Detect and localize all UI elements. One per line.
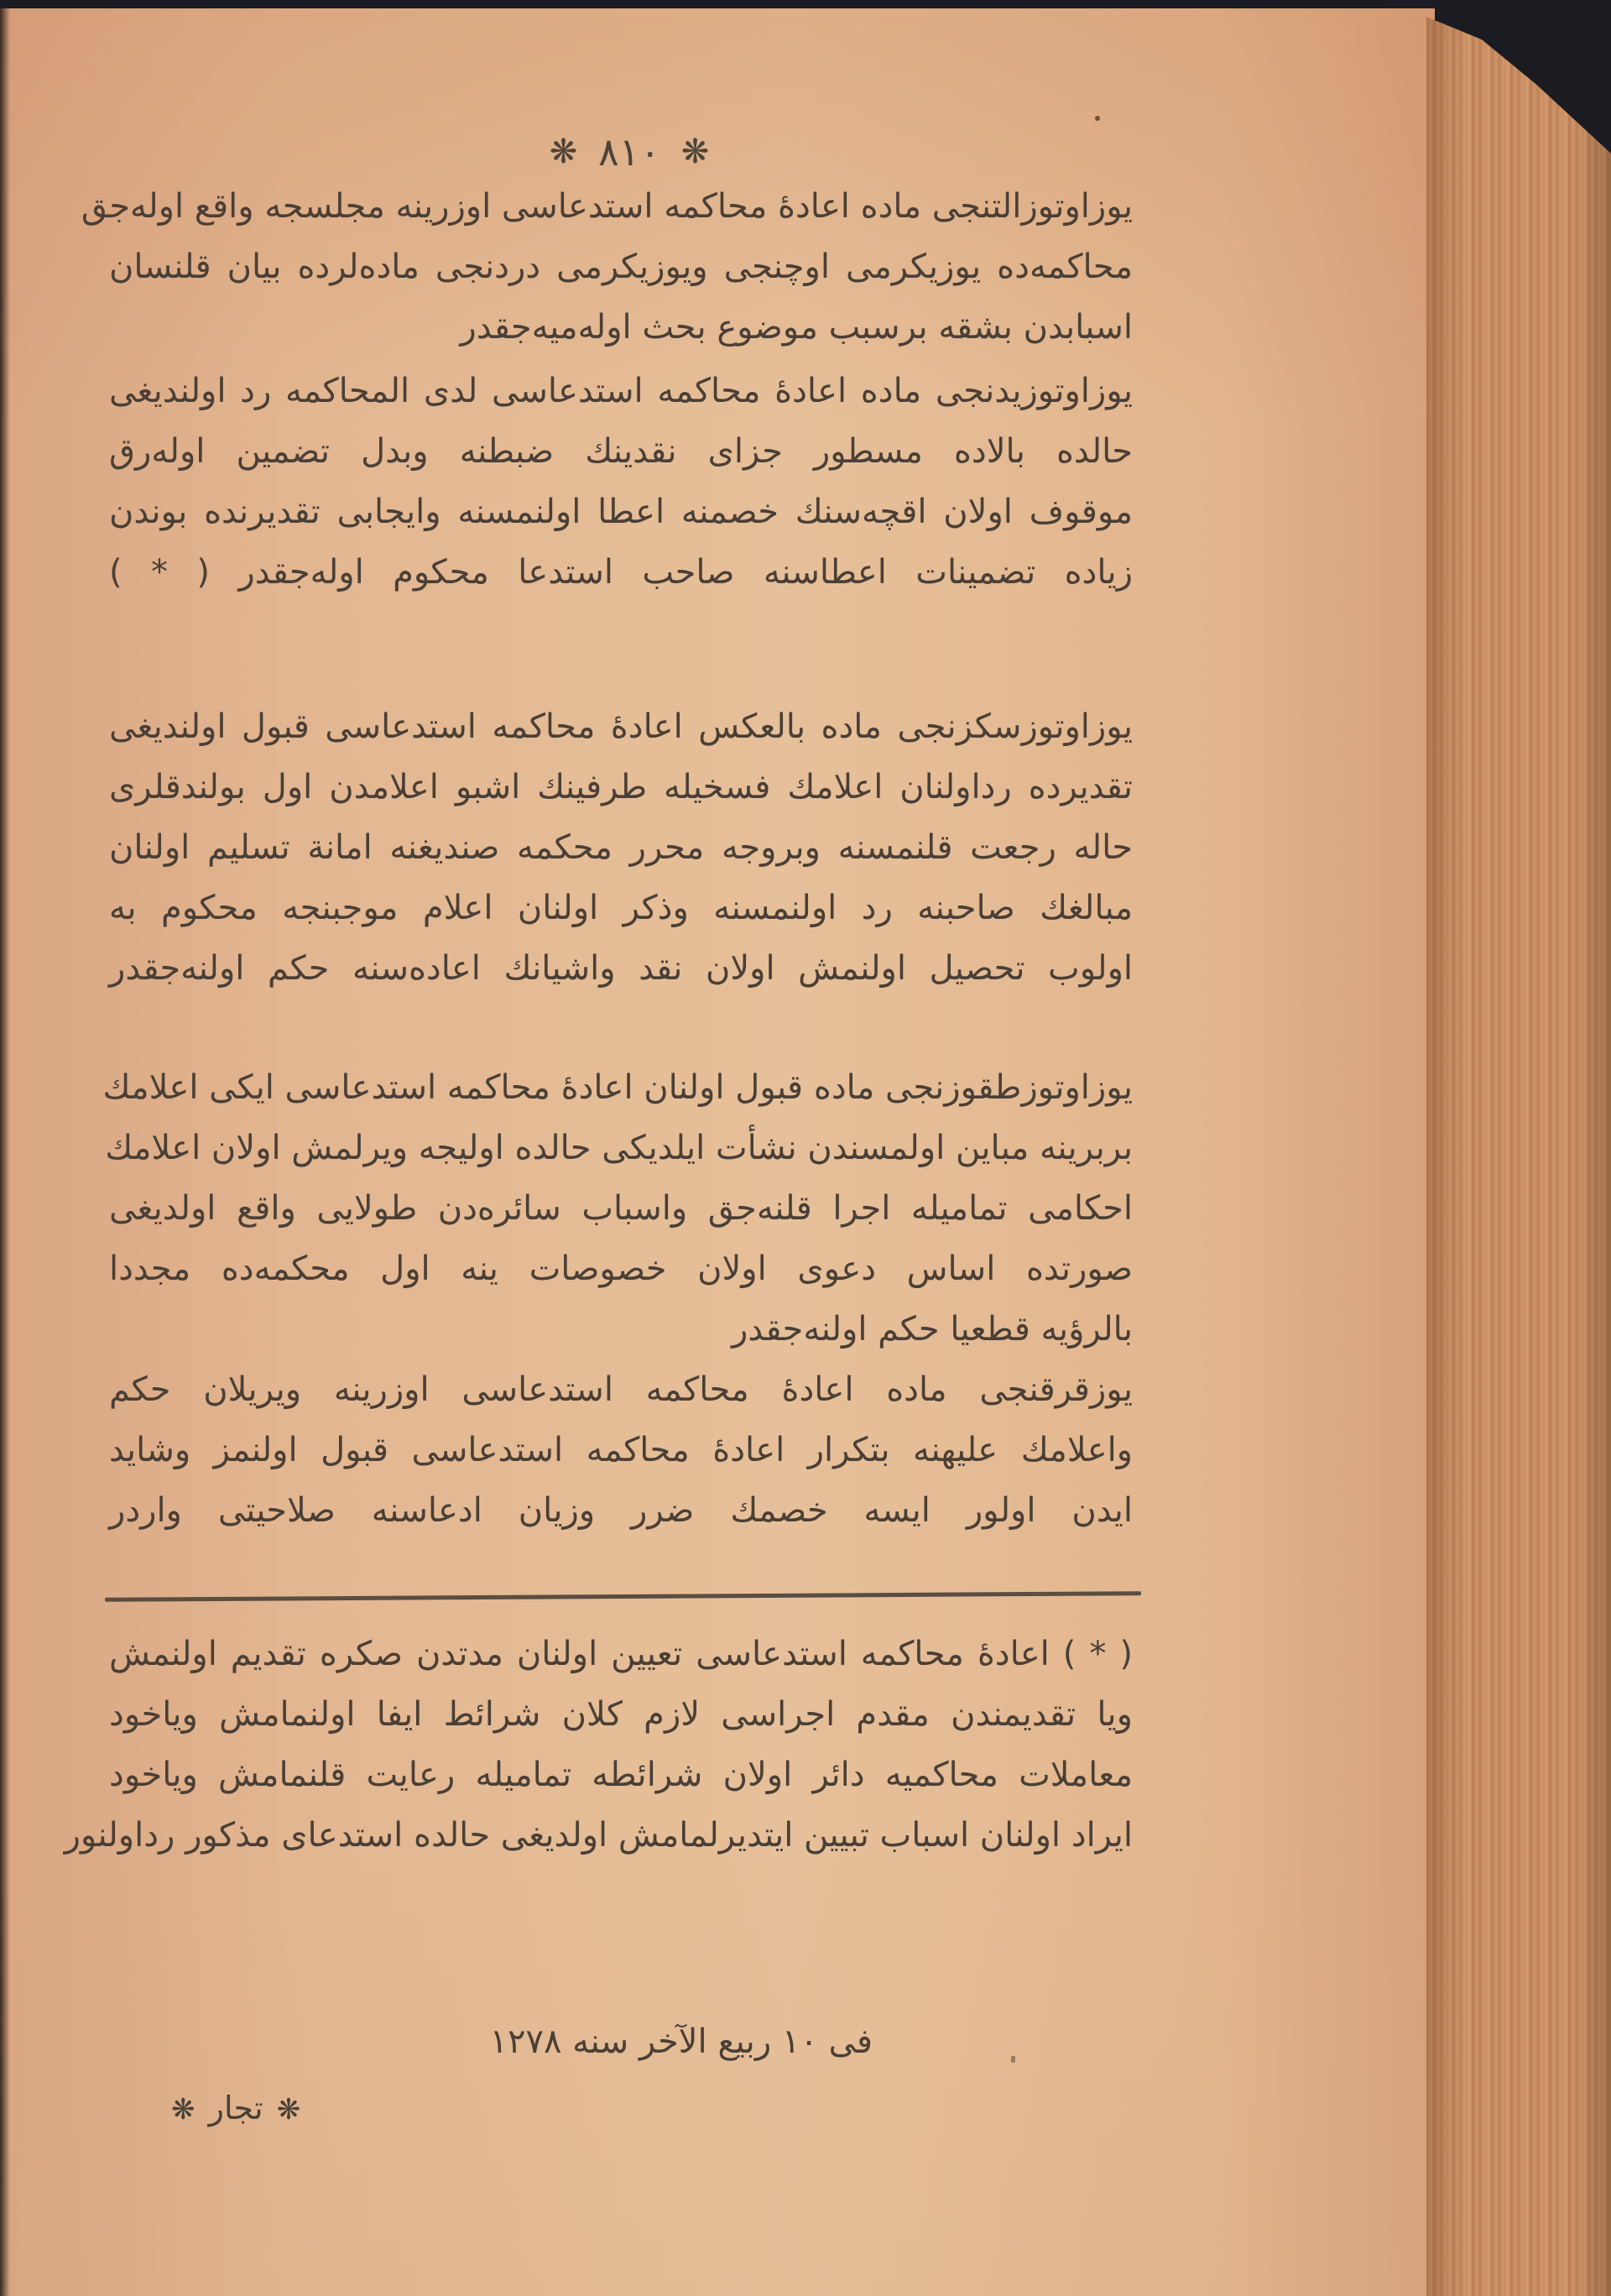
text-line: تقديرده رداولنان اعلامك فسخيله طرفينك اشبو اعلامدن اول بولندقلرى <box>109 768 1133 806</box>
text-line: موقوف اولان اقچه‌سنك خصمنه اعطا اولنمسنه وايجابى تقديرنده بوندن <box>109 493 1133 531</box>
page-block-edges <box>1426 17 1611 2296</box>
ornament-icon: ❋ <box>171 2093 196 2126</box>
text-line: بربرينه مباين اولمسندن نشأت ايلديكى حالده اوليجه ويرلمش اولان اعلامك <box>105 1129 1133 1167</box>
page-number: ٨١٠ <box>597 129 661 175</box>
catchword-text: تجار <box>208 2090 263 2126</box>
page-header <box>503 126 755 175</box>
text-line: صورتده اساس دعوى اولان خصوصات ينه اول محكمه‌ده مجددا <box>109 1250 1133 1288</box>
article-137 <box>109 361 1133 603</box>
text-line: يوزاوتوزطقوزنجى ماده قبول اولنان اعادهٔ محاكمه استدعاسى ايكى اعلامك <box>102 1068 1133 1107</box>
article-139 <box>102 1057 1133 1359</box>
ink-speck <box>1095 116 1100 121</box>
catchword <box>168 2090 304 2126</box>
footnote-line: معاملات محاكميه دائر اولان شرائطه تماميله رعايت قلنمامش وياخود <box>109 1756 1133 1794</box>
text-line: يوزقرقنجى ماده اعادهٔ محاكمه استدعاسى اوزرينه ويريلان حكم <box>109 1370 1133 1409</box>
ink-speck <box>1011 2056 1015 2063</box>
ornament-icon: ❋ <box>549 133 578 171</box>
text-line: واعلامك عليهنه بتكرار اعادهٔ محاكمه استدعاسى قبول اولنمز وشايد <box>109 1431 1133 1469</box>
text-line: مبالغك صاحبنه رد اولنمسنه وذكر اولنان اعلام موجبنجه محكوم به <box>109 889 1133 927</box>
date-line: فى ١٠ ربيع الآخر سنه ١٢٧٨ <box>489 2022 873 2061</box>
text-line: بالرؤيه قطعيا حكم اولنه‌جقدر <box>732 1310 1133 1349</box>
footnote <box>64 1624 1133 1866</box>
ornament-icon: ❋ <box>680 133 710 171</box>
text-line: محاكمه‌ده يوزيكرمى اوچنجى ويوزيكرمى دردنجى ماده‌لرده بيان قلنسان <box>109 248 1133 286</box>
article-140 <box>109 1359 1133 1541</box>
text-line: حاله رجعت قلنمسنه وبروجه محرر محكمه صنديغنه امانة تسليم اولنان <box>109 828 1133 867</box>
text-line: اولوب تحصيل اولنمش اولان نقد واشيانك اعاده‌سنه حكم اولنه‌جقدر <box>109 949 1133 988</box>
footnote-line: ( * ) اعادهٔ محاكمه استدعاسى تعيين اولنان مدتدن صكره تقديم اولنمش <box>109 1635 1133 1673</box>
footnote-line: ايراد اولنان اسباب تبيين ايتديرلمامش اولديغى حالده استدعاى مذكور رداولنور <box>64 1816 1133 1855</box>
footnote-divider <box>105 1591 1141 1602</box>
text-line: احكامى تماميله اجرا قلنه‌جق واسباب سائره‌دن طولايى واقع اولديغى <box>109 1189 1133 1228</box>
text-line: زياده تضمينات اعطاسنه صاحب استدعا محكوم اوله‌جقدر ( * ) <box>109 553 1133 592</box>
book-page <box>0 8 1435 2296</box>
text-line: اسبابدن بشقه برسبب موضوع بحث اوله‌ميه‌جقدر <box>460 308 1133 347</box>
ornament-icon: ❋ <box>276 2093 301 2126</box>
text-line: ايدن اولور ايسه خصمك ضرر وزيان ادعاسنه صلاحيتى واردر <box>109 1491 1133 1530</box>
article-130 <box>81 176 1133 357</box>
text-line: يوزاوتوزالتنجى ماده اعادهٔ محاكمه استدعاسى اوزرينه مجلسجه واقع اوله‌جق <box>81 187 1133 226</box>
article-138 <box>109 697 1133 999</box>
text-line: حالده بالاده مسطور جزاى نقدينك ضبطنه وبدل تضمين اوله‌رق <box>109 432 1133 471</box>
text-line: يوزاوتوزسكزنجى ماده بالعكس اعادهٔ محاكمه استدعاسى قبول اولنديغى <box>109 707 1133 746</box>
text-line: يوزاوتوزيدنجى ماده اعادهٔ محاكمه استدعاسى لدى المحاكمه رد اولنديغى <box>109 372 1133 410</box>
footnote-line: ويا تقديمندن مقدم اجراسى لازم كلان شرائط ايفا اولنمامش وياخود <box>109 1695 1133 1734</box>
